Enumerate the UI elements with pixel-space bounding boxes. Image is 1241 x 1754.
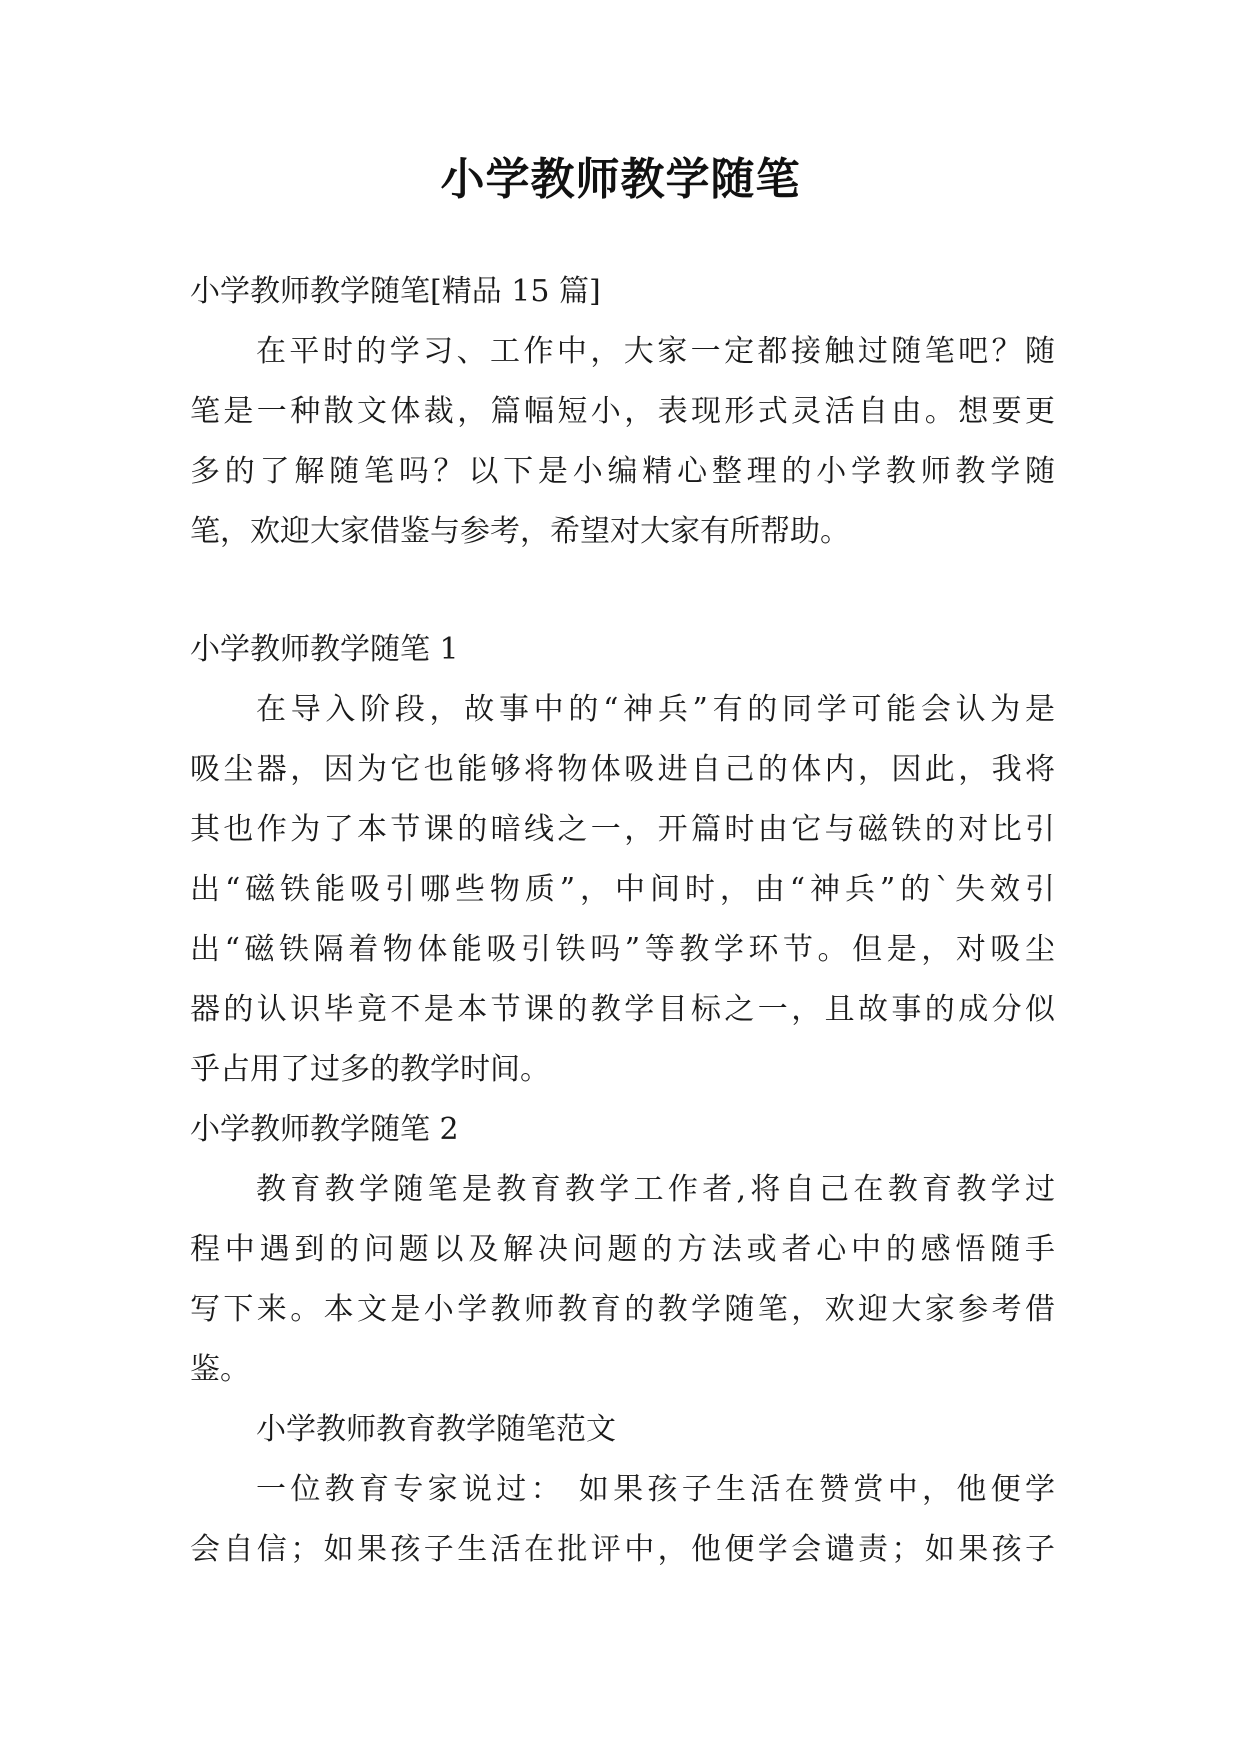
document-title: 小学教师教学随笔 (440, 154, 801, 205)
paragraph-line: 在导入阶段，故事中的“神兵”有的同学可能会认为是 (256, 692, 1055, 727)
paragraph-line: 器的认识毕竟不是本节课的教学目标之一，且故事的成分似 (190, 992, 1055, 1027)
section-2-subheading: 小学教师教育教学随笔范文 (256, 1412, 616, 1447)
intro-paragraph (190, 322, 1055, 562)
section-heading-2: 小学教师教学随笔 2 (190, 1112, 459, 1147)
paragraph-line: 写下来。本文是小学教师教育的教学随笔，欢迎大家参考借 (190, 1292, 1055, 1327)
paragraph-line: 笔，欢迎大家借鉴与参考，希望对大家有所帮助。 (190, 514, 850, 549)
paragraph-line: 吸尘器，因为它也能够将物体吸进自己的体内，因此，我将 (190, 752, 1055, 787)
paragraph-line: 出“磁铁隔着物体能吸引铁吗”等教学环节。但是，对吸尘 (190, 932, 1055, 967)
paragraph-line: 鉴。 (190, 1352, 250, 1387)
paragraph-line: 其也作为了本节课的暗线之一，开篇时由它与磁铁的对比引 (190, 812, 1055, 847)
document-body (190, 262, 1055, 1580)
paragraph-line: 出“磁铁能吸引哪些物质”，中间时，由“神兵”的`失效引 (190, 872, 1055, 907)
paragraph-line: 会自信；如果孩子生活在批评中，他便学会谴责；如果孩子 (190, 1532, 1055, 1567)
paragraph-line: 程中遇到的问题以及解决问题的方法或者心中的感悟随手 (190, 1232, 1055, 1267)
section-heading-1: 小学教师教学随笔 1 (190, 632, 459, 667)
section-2-body-paragraph (190, 1460, 1055, 1580)
paragraph-line: 笔是一种散文体裁，篇幅短小，表现形式灵活自由。想要更 (190, 394, 1055, 429)
section-2-paragraph (190, 1160, 1055, 1400)
paragraph-line: 在平时的学习、工作中，大家一定都接触过随笔吧？随 (256, 334, 1055, 369)
document-subtitle: 小学教师教学随笔[精品 15 篇] (190, 274, 601, 309)
paragraph-line: 多的了解随笔吗？以下是小编精心整理的小学教师教学随 (190, 454, 1055, 489)
section-1-paragraph (190, 680, 1055, 1100)
paragraph-line: 教育教学随笔是教育教学工作者,将自己在教育教学过 (256, 1172, 1055, 1207)
paragraph-line: 一位教育专家说过： 如果孩子生活在赞赏中，他便学 (256, 1472, 1055, 1507)
section-spacer (190, 562, 1055, 620)
paragraph-line: 乎占用了过多的教学时间。 (190, 1052, 550, 1087)
